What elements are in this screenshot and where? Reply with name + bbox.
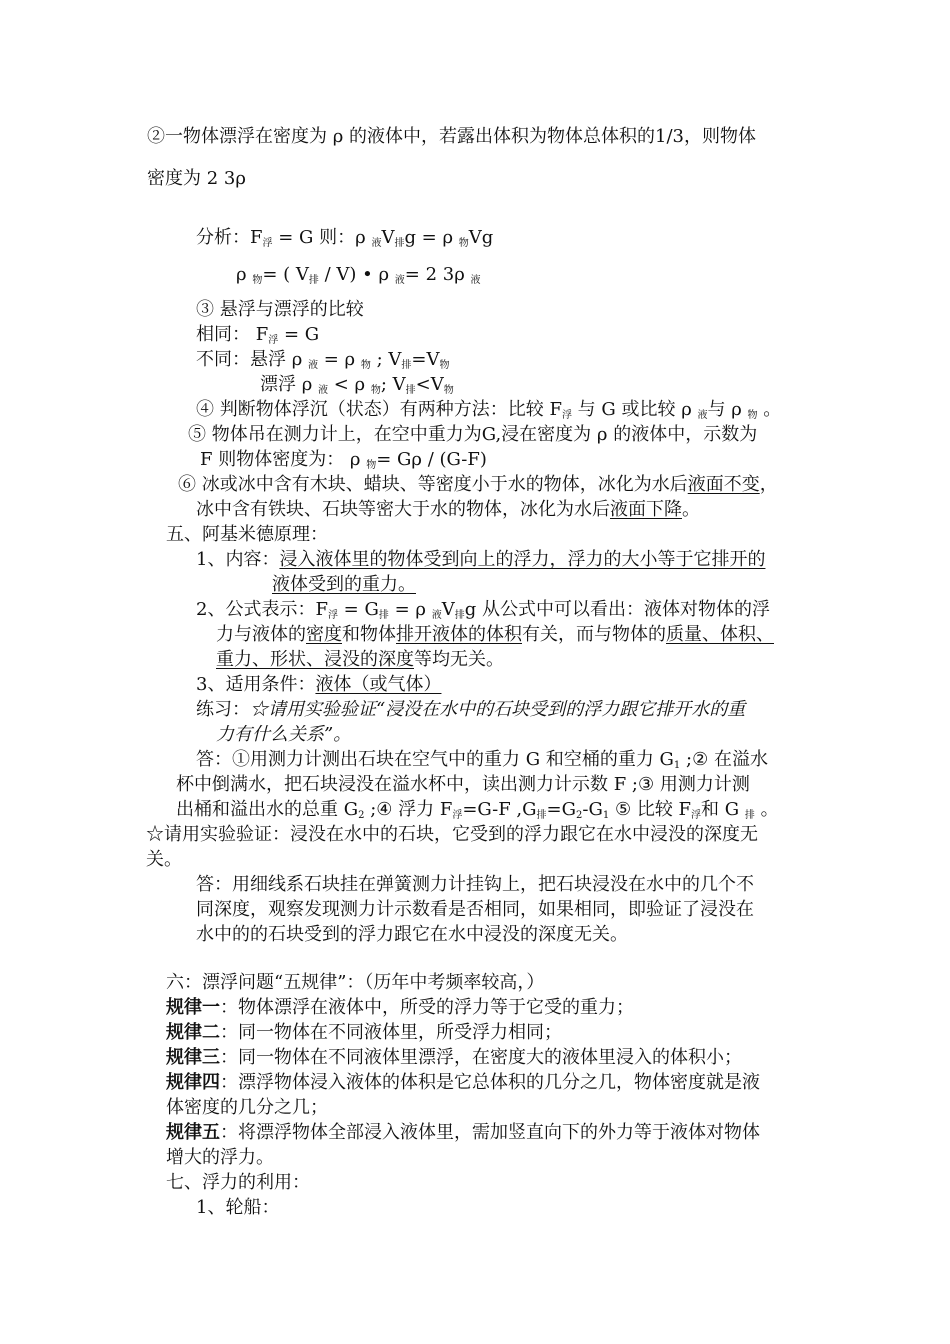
section7-item1: 1、轮船： (196, 1197, 280, 1218)
item2-line1: ②一物体漂浮在密度为 ρ 的液体中，若露出体积为物体总体积的1/3，则物体 (147, 126, 756, 147)
answer2-line1: 答：用细线系石块挂在弹簧测力计挂钩上，把石块浸没在水中的几个不 (196, 874, 754, 895)
rule5-line2: 增大的浮力。 (166, 1147, 274, 1168)
section7-heading: 七、浮力的利用： (166, 1172, 310, 1193)
answer1-line1: 答：①用测力计测出石块在空气中的重力 G 和空桶的重力 $G_1$ ;② 在溢水 (196, 749, 768, 771)
item6-line1: ⑥ 冰或冰中含有木块、蜡块、等密度小于水的物体，冰化为水后液面不变， (178, 474, 778, 495)
analysis-line: 分析：$F_浮 = G$ 则：ρ $_液V_排g = \rho$ $_物$Vg (196, 227, 494, 249)
section6-heading: 六：漂浮问题“五规律”：（历年中考频率较高，） (166, 972, 545, 993)
practice-line2: 力有什么关系”。 (216, 724, 352, 745)
practice-line1: 练习：☆请用实验验证“浸没在水中的石块受到的浮力跟它排开水的重 (196, 699, 746, 720)
content-line2: 液体受到的重力。 (272, 574, 416, 595)
section5-heading: 五、阿基米德原理： (166, 524, 328, 545)
item5-line2: F 则物体密度为： ρ $_物$= Gρ / (G-F) (200, 449, 487, 471)
answer2-line2: 同深度，观察发现测力计示数看是否相同，如果相同，即验证了浸没在 (196, 899, 754, 920)
same-line: 相同： $F_浮 = G$ (196, 324, 320, 346)
diff-line: 不同：悬浮 ρ $_液$ = ρ $_物$ ; $V_排=V_物$ (196, 349, 450, 371)
formula-line3: 重力、形状、浸没的深度等均无关。 (216, 649, 504, 670)
rule5-line1: 规律五：将漂浮物体全部浸入液体里，需加竖直向下的外力等于液体对物体 (166, 1122, 760, 1143)
rule4-line2: 体密度的几分之几； (166, 1097, 328, 1118)
item5-line1: ⑤ 物体吊在测力计上，在空中重力为G,浸在密度为 ρ 的液体中，示数为 (188, 424, 758, 445)
density-formula: ρ $_物$= ( $V_排 / V$) • ρ $_液$= 2 3ρ $_液$ (236, 264, 481, 286)
formula-line1: 2、公式表示：$F_浮 = G_排 = \rho$ $_液V_排g$ 从公式中可以看出：液体对物体的浮 (196, 599, 770, 621)
item4-line: ④ 判断物体浮沉（状态）有两种方法：比较 $F_浮$ 与 G 或比较 ρ $_液$与 ρ $_物$ 。 (196, 399, 782, 421)
star2-line2: 关。 (146, 849, 182, 870)
answer1-line3: 出桶和溢出水的总重 $G_2$ ;④ 浮力 $F_浮=G-F$ $,G_排=G_2-G_1$ ⑤ 比较 $F_浮$和 G $_排$ 。 (176, 799, 779, 821)
rule4-line1: 规律四：漂浮物体浸入液体的体积是它总体积的几分之几，物体密度就是液 (166, 1072, 760, 1093)
answer1-line2: 杯中倒满水，把石块浸没在溢水杯中，读出测力计示数 F ;③ 用测力计测 (176, 774, 750, 795)
condition-line: 3、适用条件：液体（或气体） (196, 674, 442, 695)
item2-line2: 密度为 2 3ρ (147, 168, 246, 189)
item6-line2: 冰中含有铁块、石块等密大于水的物体，冰化为水后液面下降。 (196, 499, 700, 520)
content-line1: 1、内容：浸入液体里的物体受到向上的浮力，浮力的大小等于它排开的 (196, 549, 766, 570)
rule1: 规律一：物体漂浮在液体中，所受的浮力等于它受的重力； (166, 997, 634, 1018)
rule3: 规律三：同一物体在不同液体里漂浮，在密度大的液体里浸入的体积小； (166, 1047, 742, 1068)
formula-line2: 力与液体的密度和物体排开液体的体积有关，而与物体的质量、体积、 (216, 624, 774, 645)
star2-line1: ☆请用实验验证：浸没在水中的石块，它受到的浮力跟它在水中浸没的深度无 (146, 824, 758, 845)
rule2: 规律二：同一物体在不同液体里，所受浮力相同； (166, 1022, 562, 1043)
item3-title: ③ 悬浮与漂浮的比较 (196, 299, 364, 320)
answer2-line3: 水中的的石块受到的浮力跟它在水中浸没的深度无关。 (196, 924, 628, 945)
float-line: 漂浮 ρ $_液$ < ρ $_物$; $V_排<V_物$ (260, 374, 454, 396)
